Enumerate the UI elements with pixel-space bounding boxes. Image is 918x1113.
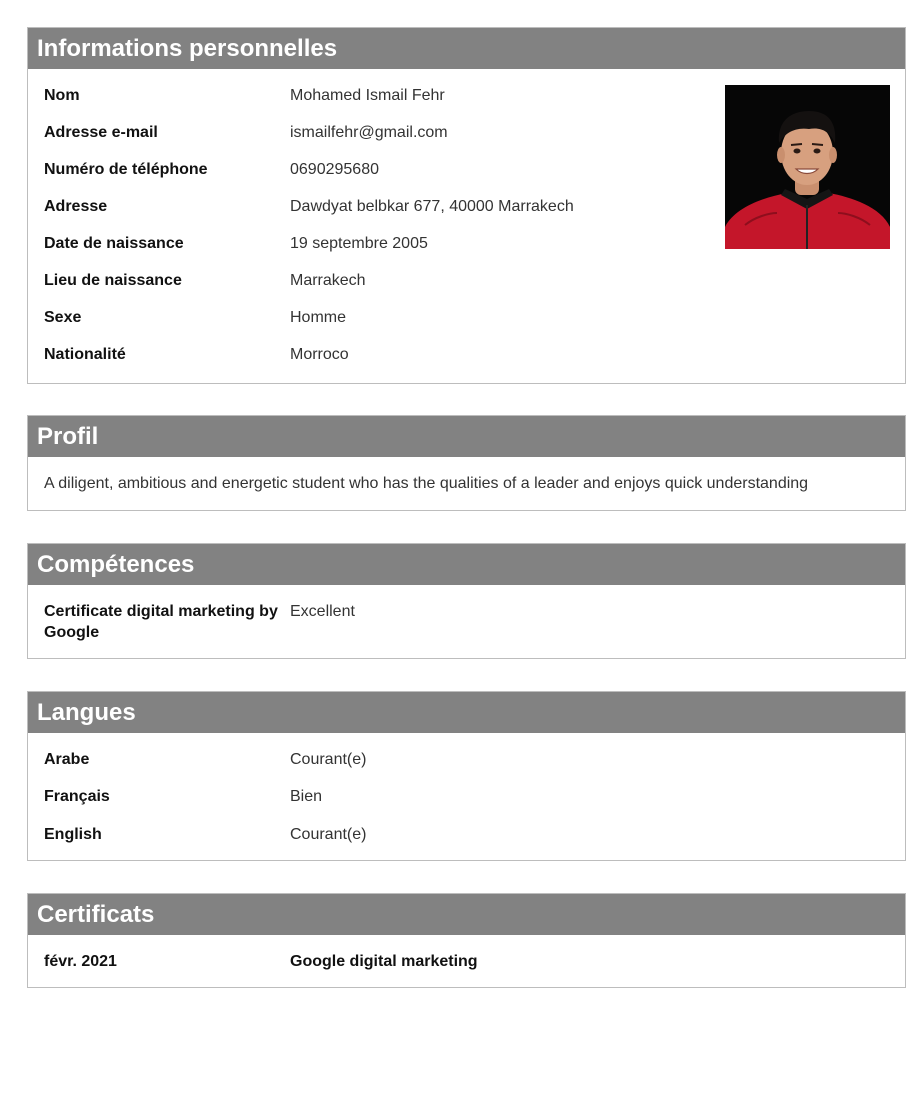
gender-label: Sexe xyxy=(44,309,82,326)
language-english-label: English xyxy=(44,826,102,843)
section-title-personal: Informations personnelles xyxy=(28,28,905,69)
skill-label-line1: Certificate digital marketing by xyxy=(44,603,278,620)
language-french-label: Français xyxy=(44,788,110,805)
birthdate-label: Date de naissance xyxy=(44,235,184,252)
section-title-profile: Profil xyxy=(28,416,905,457)
section-title-languages: Langues xyxy=(28,692,905,733)
address-label: Adresse xyxy=(44,198,108,215)
phone-label: Numéro de téléphone xyxy=(44,161,208,178)
personal-info-section xyxy=(27,27,906,384)
language-arabic-level: Courant(e) xyxy=(290,751,367,768)
language-english-level: Courant(e) xyxy=(290,826,367,843)
email-label: Adresse e-mail xyxy=(44,124,158,141)
skill-label-line2: Google xyxy=(44,624,100,641)
birthdate-value: 19 septembre 2005 xyxy=(290,235,428,252)
nationality-label: Nationalité xyxy=(44,346,126,363)
language-arabic-label: Arabe xyxy=(44,751,90,768)
languages-section xyxy=(27,691,906,861)
certificate-name: Google digital marketing xyxy=(290,953,478,970)
skill-label xyxy=(44,601,289,643)
certificate-date: févr. 2021 xyxy=(44,953,117,970)
name-label: Nom xyxy=(44,87,80,104)
phone-value: 0690295680 xyxy=(290,161,379,178)
nationality-value: Morroco xyxy=(290,346,349,363)
certificates-section xyxy=(27,893,906,988)
skills-section xyxy=(27,543,906,659)
section-title-certificates: Certificats xyxy=(28,894,905,935)
name-value: Mohamed Ismail Fehr xyxy=(290,87,445,104)
profile-section xyxy=(27,415,906,511)
skill-level: Excellent xyxy=(290,603,355,620)
profile-photo xyxy=(725,85,890,249)
birthplace-value: Marrakech xyxy=(290,272,366,289)
birthplace-label: Lieu de naissance xyxy=(44,272,182,289)
profile-photo-illustration xyxy=(725,85,890,249)
section-title-skills: Compétences xyxy=(28,544,905,585)
profile-text: A diligent, ambitious and energetic student who has the qualities of a leader and enjoys quick understanding xyxy=(44,475,809,492)
language-french-level: Bien xyxy=(290,788,323,805)
email-value: ismailfehr@gmail.com xyxy=(290,124,448,141)
address-value: Dawdyat belbkar 677, 40000 Marrakech xyxy=(290,198,574,215)
gender-value: Homme xyxy=(290,309,347,326)
